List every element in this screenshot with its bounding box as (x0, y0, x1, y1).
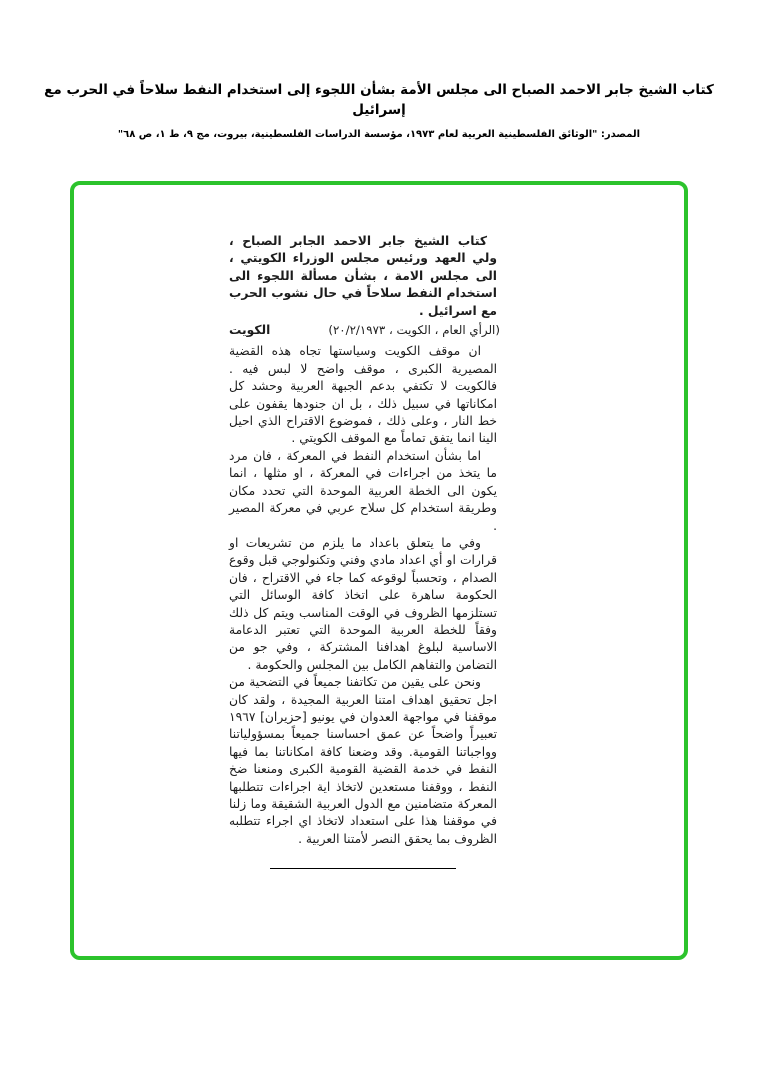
document-intro: كتاب الشيخ جابر الاحمد الجابر الصباح ، ولي العهد ورئيس مجلس الوزراء الكويتي ، الى مجلس الامة ، بشأن مسألة اللجوء الى استخدام النفط سلاحاً في حال نشوب الحرب مع اسرائيل . (229, 234, 497, 318)
document-frame (70, 181, 688, 960)
paragraph-1: ان موقف الكويت وسياستها تجاه هذه القضية المصيرية الكبرى ، موقف واضح لا لبس فيه . فالكويت لا تكتفي بدعم الجبهة العربية وحشد كل امكاناتها في سبيل ذلك ، بل ان جنودها يقفون على خط النار ، وعلى ذلك ، فموضوع الاقتراح الذي احيل الينا انما يتفق تماماً مع الموقف الكويتي . (229, 344, 497, 446)
paragraph-3: وفي ما يتعلق باعداد ما يلزم من تشريعات او قرارات او أي اعداد مادي وفني وتكنولوجي قبل وقوع الصدام ، وتحسباً لوقوعه كما جاء في الاقتراح ، فان الحكومة ساهرة على اتخاذ كافة الوسائل التي تستلزمها الظروف في الوقت المناسب ويتم كل ذلك وفقاً للخطة العربية الموحدة التي تعتبر الدعامة الاساسية لبلوغ اهدافنا المشتركة ، وفي جو من التضامن والتفاهم الكامل بين المجلس والحكومة . (229, 535, 497, 672)
paragraph-2: اما بشأن استخدام النفط في المعركة ، فان مرد ما يتخذ من اجراءات في المعركة ، او مثلها ، انما يكون الى الخطة العربية الموحدة التي تحدد مكان وطريقة استخدام كل سلاح عربي في معركة المصير . (229, 448, 497, 533)
page-title: كتاب الشيخ جابر الاحمد الصباح الى مجلس الأمة بشأن اللجوء إلى استخدام النفط سلاحاً في الحرب مع إسرائيل (44, 82, 714, 119)
paragraph-4: ونحن على يقين من تكاتفنا جميعاً في التضحية من اجل تحقيق اهداف امتنا العربية المجيدة ، ولقد كان موقفنا في مواجهة العدوان في يونيو [حزيران] ١٩٦٧ تعبيراً واضحاً عن عمق احساسنا جميعاً بمسؤولياتنا وواجباتنا القومية. وقد وضعنا كافة امكاناتنا بما فيها النفط في خدمة القضية القومية الكبرى ومنعنا ضخ النفط ، ووقفنا مستعدين لاتخاذ اية اجراءات تتطلبها المعركة متضامنين مع الدول العربية الشقيقة وما زلنا في موقفنا هذا على استعداد لاتخاذ اي اجراء تتطلبه الظروف بما يحقق النصر لأمتنا العربية . (229, 675, 497, 846)
source-line: المصدر: "الوثائق الفلسطينية العربية لعام ١٩٧٣، مؤسسة الدراسات الفلسطينية، بيروت، مج ٩، ط ١، ص ٦٨" (117, 128, 641, 140)
page-header (30, 80, 728, 140)
scanned-document (229, 233, 500, 869)
closing-rule (270, 868, 456, 869)
dateline-citation: (الرأي العام ، الكويت ، ٢٠/٢/١٩٧٣) (328, 323, 500, 338)
dateline (229, 322, 500, 339)
dateline-location: الكويت (229, 323, 271, 338)
